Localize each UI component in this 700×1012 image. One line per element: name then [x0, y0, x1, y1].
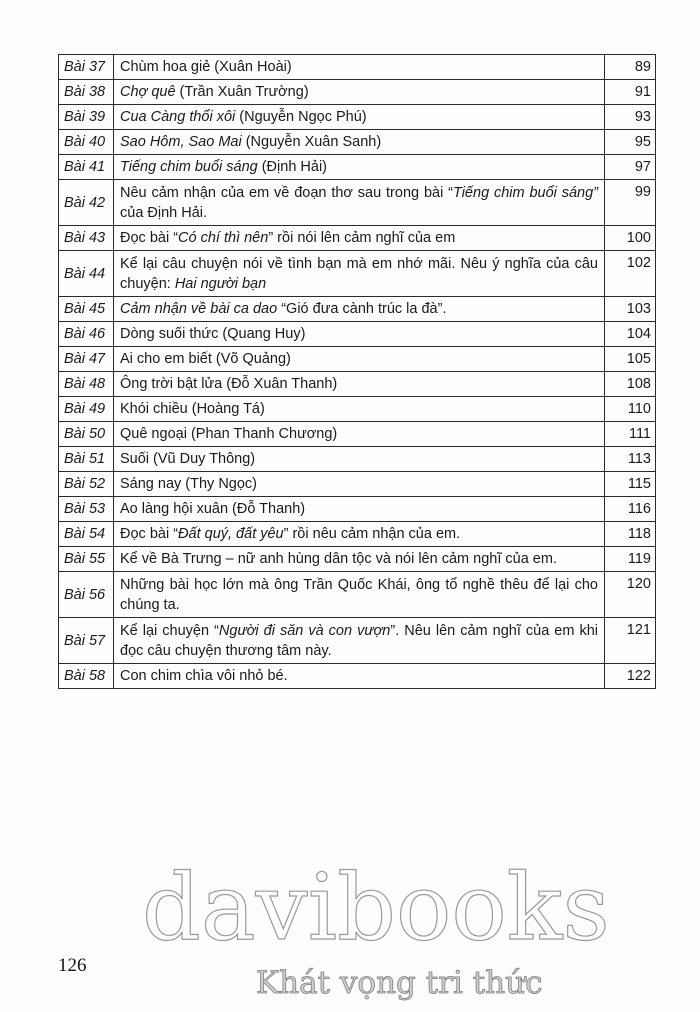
- title-segment: Đọc bài “: [120, 526, 179, 542]
- page-ref: 122: [605, 664, 656, 689]
- title-segment: Kể lại câu chuyện nói về tình bạn mà em nhớ mãi. Nêu ý nghĩa của câu chuyện:: [120, 255, 598, 292]
- page-ref: 99: [605, 180, 656, 226]
- lesson-title: [114, 251, 605, 297]
- table-row: [59, 180, 656, 226]
- title-segment: Nêu cảm nhận của em về đoạn thơ sau trong bài “: [120, 184, 453, 201]
- table-row: [59, 422, 656, 447]
- table-row: [59, 497, 656, 522]
- lesson-label: Bài 50: [59, 422, 114, 447]
- lesson-title: [114, 497, 605, 522]
- table-row: [59, 105, 656, 130]
- title-segment: “Gió đưa cành trúc la đà”.: [277, 301, 447, 317]
- lesson-label: Bài 53: [59, 497, 114, 522]
- lesson-title: [114, 155, 605, 180]
- lesson-label: Bài 58: [59, 664, 114, 689]
- page-ref: 105: [605, 347, 656, 372]
- title-segment: Đọc bài “: [120, 230, 179, 246]
- page-ref: 118: [605, 522, 656, 547]
- title-segment: Ao làng hội xuân (Đỗ Thanh): [120, 501, 306, 517]
- lesson-label: Bài 54: [59, 522, 114, 547]
- lesson-title: [114, 397, 605, 422]
- lesson-title: [114, 105, 605, 130]
- lesson-label: Bài 49: [59, 397, 114, 422]
- page-ref: 116: [605, 497, 656, 522]
- title-segment: Dòng suối thức (Quang Huy): [120, 326, 306, 342]
- title-italic-segment: Cua Càng thổi xôi: [120, 109, 236, 125]
- page-ref: 100: [605, 226, 656, 251]
- table-row: [59, 372, 656, 397]
- lesson-label: Bài 56: [59, 572, 114, 618]
- table-row: [59, 664, 656, 689]
- lesson-label: Bài 57: [59, 618, 114, 664]
- table-row: [59, 226, 656, 251]
- lesson-label: Bài 43: [59, 226, 114, 251]
- page-ref: 110: [605, 397, 656, 422]
- lesson-label: Bài 38: [59, 80, 114, 105]
- table-of-contents: [58, 54, 656, 689]
- title-italic-segment: Đất quý, đất yêu: [178, 526, 284, 542]
- title-segment: (Nguyễn Xuân Sanh): [241, 134, 382, 150]
- title-segment: Con chim chìa vôi nhỏ bé.: [120, 668, 288, 684]
- table-row: [59, 155, 656, 180]
- lesson-title: [114, 447, 605, 472]
- page-number: 126: [58, 955, 87, 976]
- lesson-title: [114, 547, 605, 572]
- title-segment: (Trần Xuân Trường): [175, 84, 309, 100]
- lesson-title: [114, 664, 605, 689]
- table-row: [59, 297, 656, 322]
- page-ref: 115: [605, 472, 656, 497]
- title-segment: Sáng nay (Thy Ngọc): [120, 476, 258, 492]
- page-ref: 89: [605, 55, 656, 80]
- table-row: [59, 397, 656, 422]
- page-ref: 119: [605, 547, 656, 572]
- lesson-title: [114, 522, 605, 547]
- lesson-title: [114, 80, 605, 105]
- title-segment: (Nguyễn Ngọc Phú): [235, 109, 367, 125]
- title-italic-segment: Hai người bạn: [174, 275, 267, 292]
- lesson-title: [114, 180, 605, 226]
- table-row: [59, 472, 656, 497]
- title-segment: Kể về Bà Trưng – nữ anh hùng dân tộc và nói lên cảm nghĩ của em.: [120, 551, 557, 567]
- title-segment: (Định Hải): [257, 159, 327, 175]
- title-segment: Chùm hoa giẻ (Xuân Hoài): [120, 59, 292, 75]
- lesson-title: [114, 422, 605, 447]
- lesson-label: Bài 39: [59, 105, 114, 130]
- title-segment: Ông trời bật lửa (Đỗ Xuân Thanh): [120, 376, 338, 392]
- lesson-label: Bài 47: [59, 347, 114, 372]
- title-segment: của Định Hải.: [120, 204, 208, 221]
- lesson-title: [114, 297, 605, 322]
- lesson-title: [114, 322, 605, 347]
- page-ref: 120: [605, 572, 656, 618]
- title-italic-segment: Tiếng chim buổi sáng: [120, 159, 258, 175]
- page-ref: 111: [605, 422, 656, 447]
- title-italic-segment: Sao Hôm, Sao Mai: [120, 134, 242, 150]
- table-row: [59, 347, 656, 372]
- lesson-label: Bài 51: [59, 447, 114, 472]
- lesson-title: [114, 347, 605, 372]
- table-row: [59, 251, 656, 297]
- title-segment: Những bài học lớn mà ông Trần Quốc Khái, ông tổ nghề thêu để lại cho chúng ta.: [120, 576, 598, 613]
- lesson-label: Bài 48: [59, 372, 114, 397]
- lesson-label: Bài 41: [59, 155, 114, 180]
- table-row: [59, 322, 656, 347]
- table-row: [59, 547, 656, 572]
- page-ref: 102: [605, 251, 656, 297]
- title-segment: Kể lại chuyện “: [120, 622, 219, 639]
- lesson-title: [114, 372, 605, 397]
- watermark-slogan: Khát vọng tri thức: [256, 965, 543, 1001]
- lesson-label: Bài 37: [59, 55, 114, 80]
- title-italic-segment: Tiếng chim buổi sáng”: [452, 184, 598, 201]
- page-ref: 121: [605, 618, 656, 664]
- table-row: [59, 80, 656, 105]
- table-row: [59, 55, 656, 80]
- lesson-label: Bài 42: [59, 180, 114, 226]
- page-ref: 97: [605, 155, 656, 180]
- lesson-label: Bài 44: [59, 251, 114, 297]
- page-ref: 108: [605, 372, 656, 397]
- title-segment: ” rồi nói lên cảm nghĩ của em: [268, 230, 456, 246]
- page-ref: 95: [605, 130, 656, 155]
- lesson-label: Bài 45: [59, 297, 114, 322]
- lesson-label: Bài 55: [59, 547, 114, 572]
- table-row: [59, 447, 656, 472]
- page-ref: 93: [605, 105, 656, 130]
- page-ref: 103: [605, 297, 656, 322]
- title-italic-segment: Có chí thì nên: [178, 230, 269, 246]
- title-segment: Ai cho em biết (Võ Quảng): [120, 351, 291, 367]
- page-ref: 104: [605, 322, 656, 347]
- title-segment: Quê ngoại (Phan Thanh Chương): [120, 426, 338, 442]
- title-italic-segment: Chợ quê: [120, 84, 176, 100]
- watermark-logo: davibooks: [142, 854, 610, 961]
- title-segment: Khói chiều (Hoàng Tá): [120, 401, 265, 417]
- lesson-label: Bài 52: [59, 472, 114, 497]
- lesson-title: [114, 55, 605, 80]
- page-ref: 113: [605, 447, 656, 472]
- table-row: [59, 618, 656, 664]
- lesson-title: [114, 226, 605, 251]
- lesson-title: [114, 472, 605, 497]
- title-segment: Suối (Vũ Duy Thông): [120, 451, 256, 467]
- page-ref: 91: [605, 80, 656, 105]
- lesson-label: Bài 40: [59, 130, 114, 155]
- lesson-title: [114, 618, 605, 664]
- lesson-label: Bài 46: [59, 322, 114, 347]
- table-row: [59, 572, 656, 618]
- lesson-title: [114, 572, 605, 618]
- lesson-title: [114, 130, 605, 155]
- table-row: [59, 130, 656, 155]
- title-segment: ”. Nêu lên cảm nghĩ của em khi đọc câu chuyện thương tâm này.: [120, 622, 598, 659]
- title-italic-segment: Người đi săn và con vượn: [218, 622, 391, 639]
- title-italic-segment: Cảm nhận về bài ca dao: [120, 301, 278, 317]
- title-segment: ” rồi nêu cảm nhận của em.: [283, 526, 461, 542]
- table-row: [59, 522, 656, 547]
